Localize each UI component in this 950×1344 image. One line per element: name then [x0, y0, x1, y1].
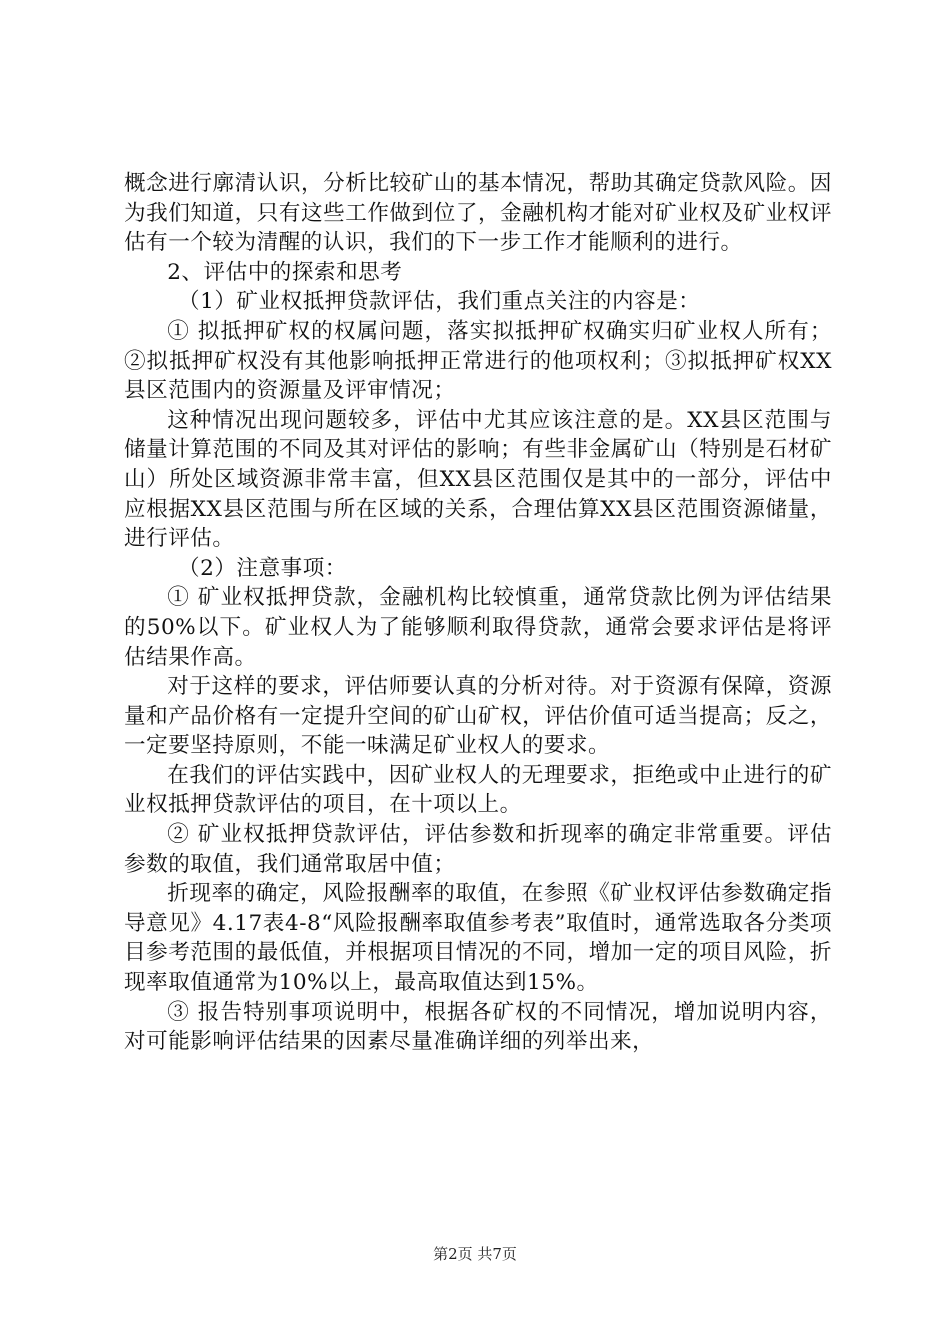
paragraph-1: 概念进行廓清认识，分析比较矿山的基本情况，帮助其确定贷款风险。因为我们知道，只有这些工作做到位了，金融机构才能对矿业权及矿业权评估有一个较为清醒的认识，我们的下一步工作才能顺利的进行。: [124, 171, 832, 256]
paragraph-appraiser-response: 对于这样的要求，评估师要认真的分析对待。对于资源有保障，资源量和产品价格有一定提升空间的矿山矿权，评估价值可适当提高；反之，一定要坚持原则，不能一味满足矿业权人的要求。: [124, 674, 832, 759]
paragraph-practice: 在我们的评估实践中，因矿业权人的无理要求，拒绝或中止进行的矿业权抵押贷款评估的项目，在十项以上。: [124, 762, 832, 818]
paragraph-discount-rate: 折现率的确定，风险报酬率的取值，在参照《矿业权评估参数确定指导意见》4.17表4-8“风险报酬率取值参考表”取值时，通常选取各分类项目参考范围的最低值，并根据项目情况的不同，增加一定的项目风险，折现率取值通常为10%以上，最高取值达到15%。: [124, 881, 832, 996]
paragraph-note-3: ③ 报告特别事项说明中，根据各矿权的不同情况，增加说明内容，对可能影响评估结果的因素尽量准确详细的列举出来，: [124, 999, 832, 1055]
paragraph-scope-issues: 这种情况出现问题较多，评估中尤其应该注意的是。XX县区范围与储量计算范围的不同及其对评估的影响；有些非金属矿山（特别是石材矿山）所处区域资源非常丰富，但XX县区范围仅是其中的一部分，评估中应根据XX县区范围与所在区域的关系，合理估算XX县区范围资源储量，进行评估。: [124, 407, 832, 552]
subsection-heading-2: （2）注意事项：: [178, 555, 347, 581]
section-heading-2: 2、评估中的探索和思考: [167, 259, 403, 285]
paragraph-focus-items: ① 拟抵押矿权的权属问题，落实拟抵押矿权确实归矿业权人所有；②拟抵押矿权没有其他影响抵押正常进行的他项权利；③拟抵押矿权XX县区范围内的资源量及评审情况；: [124, 318, 832, 404]
document-body: [124, 169, 832, 1057]
paragraph-note-1: ① 矿业权抵押贷款，金融机构比较慎重，通常贷款比例为评估结果的50%以下。矿业权人为了能够顺利取得贷款，通常会要求评估是将评估结果作高。: [124, 585, 832, 670]
page-footer: 第2页 共7页: [433, 1245, 517, 1263]
paragraph-note-2: ② 矿业权抵押贷款评估，评估参数和折现率的确定非常重要。评估参数的取值，我们通常取居中值；: [124, 822, 832, 877]
subsection-heading-1: （1）矿业权抵押贷款评估，我们重点关注的内容是：: [178, 289, 701, 315]
